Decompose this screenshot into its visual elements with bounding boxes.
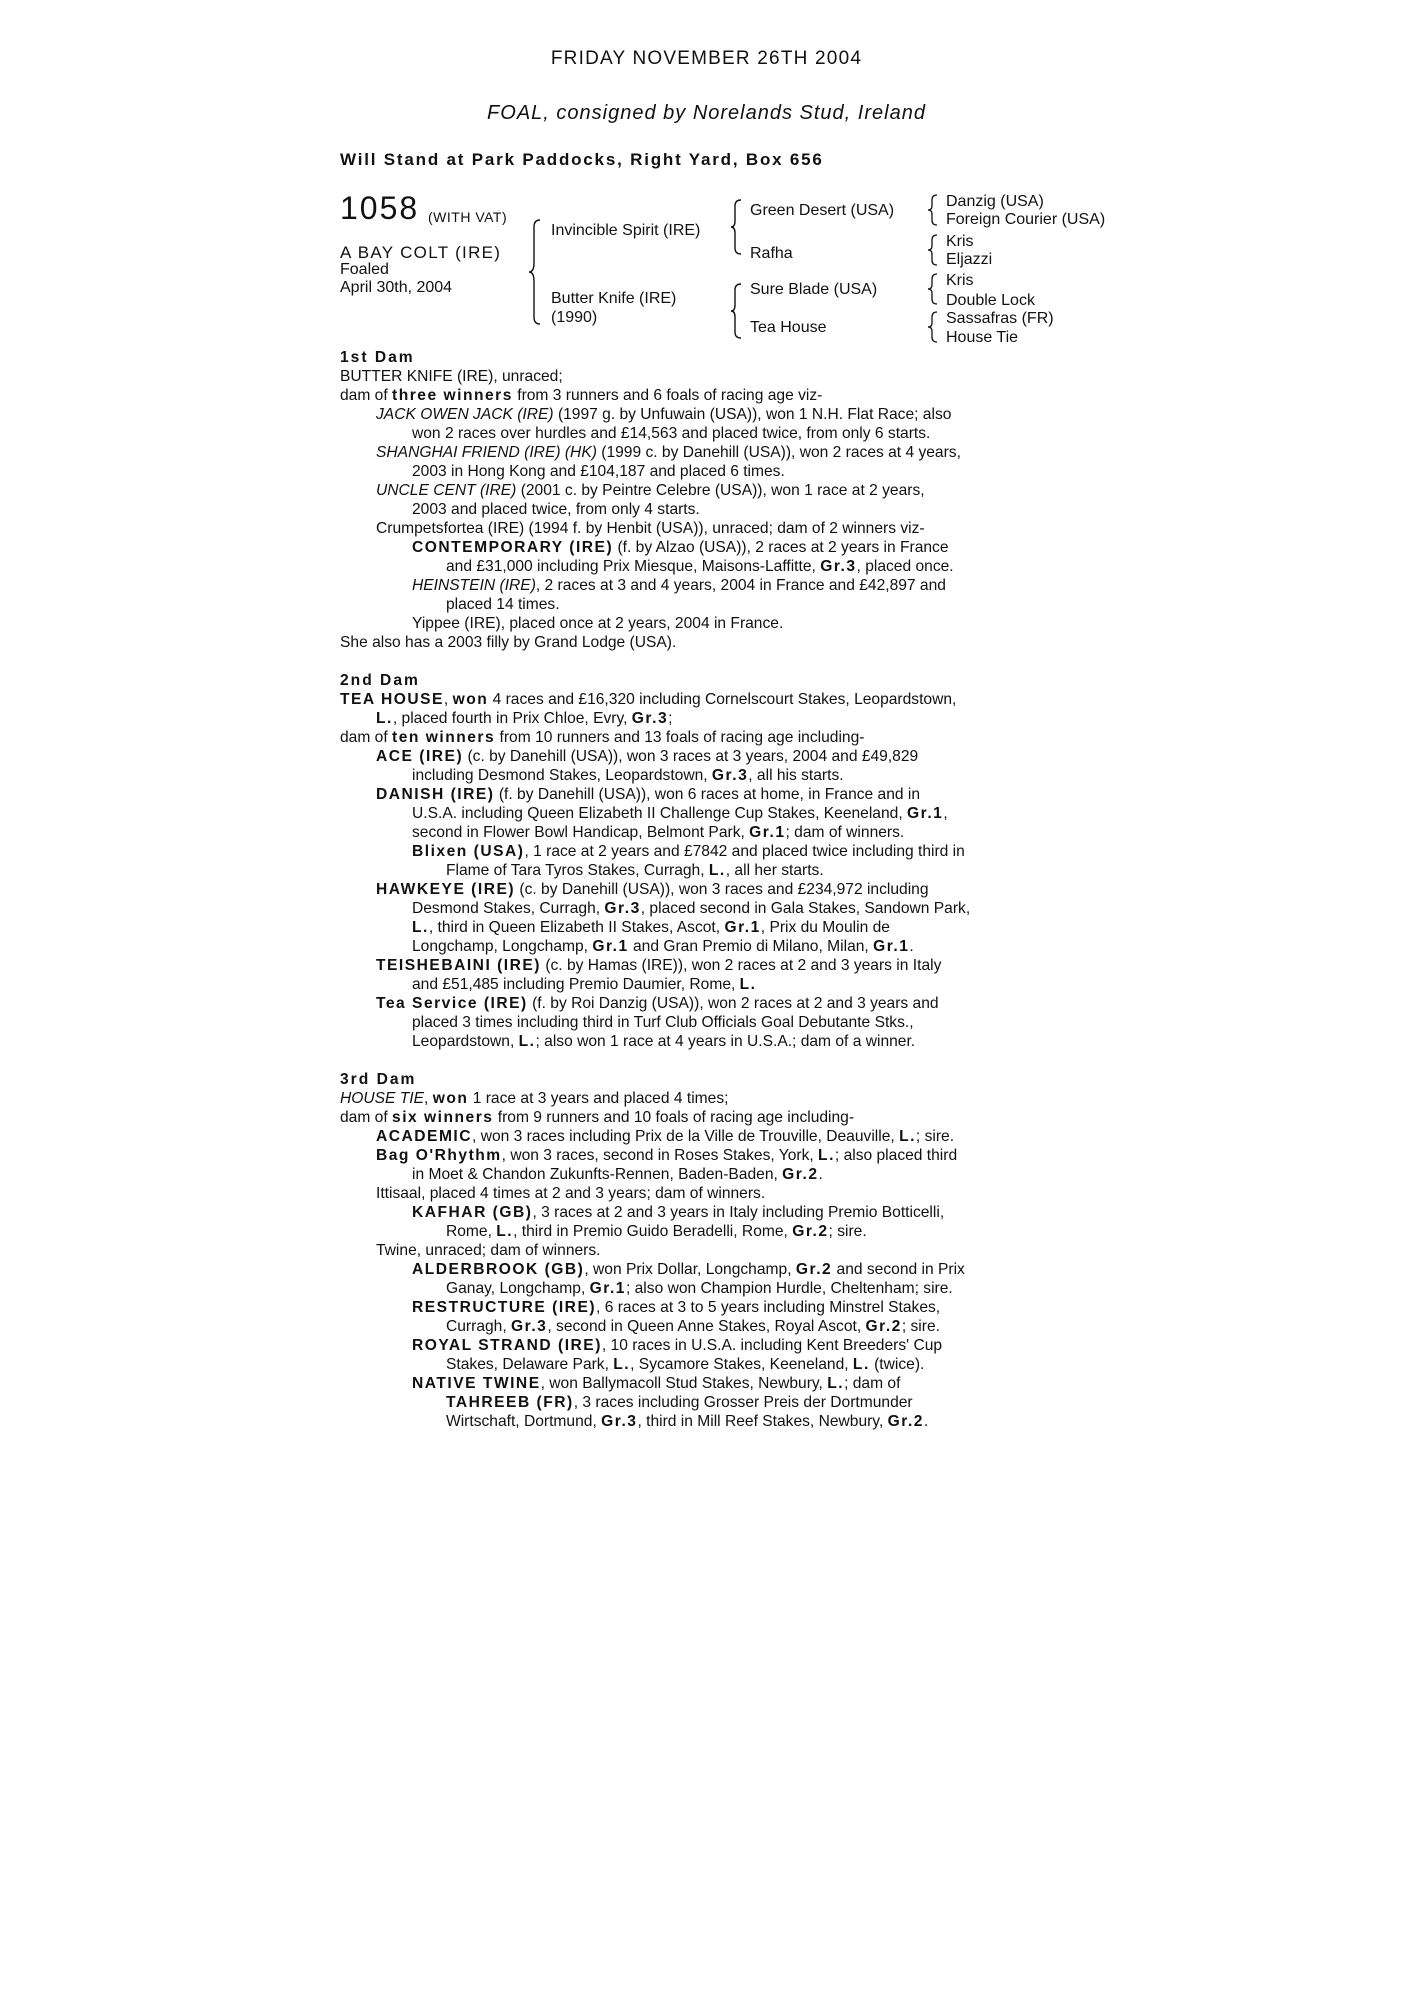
- record-text: BUTTER KNIFE (IRE), unraced;: [340, 368, 563, 385]
- pedigree-gg-sire-3: Kris: [946, 272, 974, 289]
- bold-text: Gr.2: [795, 1261, 833, 1278]
- lot-number: 1058: [340, 190, 420, 226]
- record-text: , 3 races including Grosser Preis der Dortmunder: [573, 1394, 913, 1411]
- section-spacer: [340, 652, 1075, 671]
- record-line: [340, 1032, 1075, 1051]
- record-line: [340, 823, 1075, 842]
- italic-text: SHANGHAI FRIEND (IRE) (HK): [376, 444, 597, 461]
- pedigree-gg-sire-2: Kris: [946, 233, 974, 250]
- record-line: [340, 956, 1075, 975]
- record-text: in Moet & Chandon Zukunfts-Rennen, Baden-Baden,: [412, 1166, 783, 1183]
- record-text: ; sire.: [828, 1223, 867, 1240]
- bold-text: L.: [852, 1356, 870, 1373]
- record-line: [340, 1222, 1075, 1241]
- bold-text: ROYAL STRAND (IRE): [412, 1337, 602, 1354]
- record-line: [340, 1393, 1075, 1412]
- record-line: [340, 614, 1075, 633]
- record-text: placed 14 times.: [446, 596, 560, 613]
- record-text: , 1 race at 2 years and £7842 and placed twice including third in: [524, 843, 965, 860]
- bold-text: RESTRUCTURE (IRE): [412, 1299, 597, 1316]
- record-text: second in Flower Bowl Handicap, Belmont Park,: [412, 824, 750, 841]
- record-text: (f. by Danehill (USA)), won 6 races at home, in France and in: [494, 786, 921, 803]
- record-line: [340, 709, 1075, 728]
- bold-text: Gr.3: [511, 1318, 548, 1335]
- record-line: [340, 1279, 1075, 1298]
- record-line: [340, 994, 1075, 1013]
- record-text: and second in Prix: [832, 1261, 965, 1278]
- record-line: [340, 918, 1075, 937]
- pedigree-dam-dam: Tea House: [750, 319, 827, 336]
- record-text: , won 3 races including Prix de la Ville de Trouville, Deauville,: [472, 1128, 900, 1145]
- bold-text: L.: [739, 976, 757, 993]
- record-text: ; dam of: [844, 1375, 901, 1392]
- record-text: , third in Queen Elizabeth II Stakes, Ascot,: [428, 919, 725, 936]
- record-text: Leopardstown,: [412, 1033, 519, 1050]
- bold-text: Gr.2: [792, 1223, 829, 1240]
- pedigree-gg-dam-3: Double Lock: [946, 292, 1035, 309]
- record-line: [340, 1317, 1075, 1336]
- record-text: Flame of Tara Tyros Stakes, Curragh,: [446, 862, 709, 879]
- italic-text: JACK OWEN JACK (IRE): [376, 406, 554, 423]
- bold-text: HAWKEYE (IRE): [376, 881, 516, 898]
- pedigree-gg-dam-2: Eljazzi: [946, 251, 993, 268]
- bold-text: TEISHEBAINI (IRE): [376, 957, 541, 974]
- bold-text: KAFHAR (GB): [412, 1204, 533, 1221]
- record-line: [340, 804, 1075, 823]
- record-text: Rome,: [446, 1223, 497, 1240]
- record-line: [340, 1089, 1075, 1108]
- stand-location: Will Stand at Park Paddocks, Right Yard, Box 656: [340, 150, 824, 169]
- record-line: [340, 519, 1075, 538]
- bold-text: Gr.1: [724, 919, 761, 936]
- bold-text: L.: [827, 1375, 845, 1392]
- pedigree-dam-year: (1990): [551, 309, 598, 326]
- record-line: [340, 1241, 1075, 1260]
- record-text: (f. by Roi Danzig (USA)), won 2 races at 2 and 3 years and: [527, 995, 939, 1012]
- record-text: ; also placed third: [834, 1147, 958, 1164]
- record-text: from 3 runners and 6 foals of racing age viz-: [512, 387, 823, 404]
- section-spacer: [340, 1051, 1075, 1070]
- record-text: , Sycamore Stakes, Keeneland,: [630, 1356, 853, 1373]
- record-text: Crumpetsfortea (IRE) (1994 f. by Henbit (USA)), unraced; dam of 2 winners viz-: [376, 520, 925, 537]
- section-heading: 1st Dam: [340, 349, 415, 366]
- record-text: , won Prix Dollar, Longchamp,: [584, 1261, 796, 1278]
- pedigree-brace-dam: [729, 282, 743, 340]
- record-line: [340, 899, 1075, 918]
- pedigree-brace-gg3: [927, 272, 939, 306]
- bold-text: three winners: [392, 387, 513, 404]
- record-text: ,: [443, 691, 453, 708]
- record-text: (twice).: [869, 1356, 925, 1373]
- record-text: Wirtschaft, Dortmund,: [446, 1413, 602, 1430]
- bold-text: Blixen (USA): [412, 843, 525, 860]
- record-line: [340, 1127, 1075, 1146]
- bold-text: Gr.2: [782, 1166, 819, 1183]
- bold-text: six winners: [392, 1109, 494, 1126]
- record-text: , placed once.: [856, 558, 954, 575]
- italic-text: HOUSE TIE: [340, 1090, 425, 1107]
- bold-text: Gr.1: [906, 805, 944, 822]
- record-line: [340, 728, 1075, 747]
- record-text: ,: [424, 1090, 433, 1107]
- bold-text: Bag O'Rhythm: [376, 1147, 502, 1164]
- record-line: [340, 367, 1075, 386]
- pedigree-gg-dam-4: House Tie: [946, 329, 1019, 346]
- record-line: [340, 462, 1075, 481]
- record-text: and Gran Premio di Milano, Milan,: [628, 938, 874, 955]
- record-line: [340, 861, 1075, 880]
- record-line: [340, 1336, 1075, 1355]
- record-line: [340, 842, 1075, 861]
- record-text: .: [818, 1166, 823, 1183]
- record-line: [340, 500, 1075, 519]
- record-text: placed 3 times including third in Turf Club Officials Goal Debutante Stks.,: [412, 1014, 914, 1031]
- record-text: and £51,485 including Premio Daumier, Rome,: [412, 976, 740, 993]
- bold-text: L.: [376, 710, 393, 727]
- sale-date-header: FRIDAY NOVEMBER 26TH 2004: [550, 48, 863, 69]
- record-text: Twine, unraced; dam of winners.: [376, 1242, 601, 1259]
- bold-text: CONTEMPORARY (IRE): [412, 539, 614, 556]
- record-line: [340, 1203, 1075, 1222]
- pedigree-brace-gg1: [927, 193, 939, 227]
- pedigree-sire-sire: Green Desert (USA): [750, 202, 895, 219]
- record-text: 2003 and placed twice, from only 4 starts.: [412, 501, 700, 518]
- record-text: ; sire.: [901, 1318, 940, 1335]
- pedigree-sire: Invincible Spirit (IRE): [551, 222, 701, 239]
- record-line: [340, 671, 1075, 690]
- record-text: (1999 c. by Danehill (USA)), won 2 races at 4 years,: [596, 444, 961, 461]
- pedigree-brace-sire: [729, 198, 743, 256]
- record-text: , Prix du Moulin de: [760, 919, 890, 936]
- record-text: , third in Premio Guido Beradelli, Rome,: [513, 1223, 793, 1240]
- bold-text: ACADEMIC: [376, 1128, 473, 1145]
- record-text: U.S.A. including Queen Elizabeth II Challenge Cup Stakes, Keeneland,: [412, 805, 907, 822]
- bold-text: Gr.2: [865, 1318, 902, 1335]
- record-text: dam of: [340, 387, 393, 404]
- record-text: (c. by Danehill (USA)), won 3 races and £234,972 including: [515, 881, 929, 898]
- record-text: , second in Queen Anne Stakes, Royal Ascot,: [547, 1318, 866, 1335]
- record-text: Desmond Stakes, Curragh,: [412, 900, 605, 917]
- record-text: (2001 c. by Peintre Celebre (USA)), won 1 race at 2 years,: [516, 482, 925, 499]
- consignor-line: FOAL, consigned by Norelands Stud, Ireland: [487, 102, 926, 124]
- record-line: [340, 348, 1075, 367]
- record-line: [340, 1070, 1075, 1089]
- bold-text: won: [432, 1090, 469, 1107]
- record-text: .: [923, 1413, 929, 1430]
- record-text: ,: [943, 805, 948, 822]
- foaled-label: Foaled: [340, 261, 389, 278]
- record-text: dam of: [340, 729, 393, 746]
- bold-text: DANISH (IRE): [376, 786, 495, 803]
- record-line: [340, 424, 1075, 443]
- record-text: , placed fourth in Prix Chloe, Evry,: [392, 710, 632, 727]
- record-text: (f. by Alzao (USA)), 2 races at 2 years in France: [613, 539, 949, 556]
- record-text: Ittisaal, placed 4 times at 2 and 3 years; dam of winners.: [376, 1185, 766, 1202]
- bold-text: L.: [708, 862, 726, 879]
- record-line: [340, 1355, 1075, 1374]
- pedigree-dam: Butter Knife (IRE): [551, 290, 677, 307]
- bold-text: ten winners: [392, 729, 496, 746]
- italic-text: HEINSTEIN (IRE): [412, 577, 536, 594]
- record-text: Curragh,: [446, 1318, 512, 1335]
- record-text: from 9 runners and 10 foals of racing age including-: [493, 1109, 855, 1126]
- record-text: including Desmond Stakes, Leopardstown,: [412, 767, 712, 784]
- section-heading: 3rd Dam: [340, 1071, 417, 1088]
- bold-text: Gr.1: [589, 1280, 626, 1297]
- bold-text: Gr.3: [631, 710, 669, 727]
- record-text: Stakes, Delaware Park,: [446, 1356, 614, 1373]
- record-text: 4 races and £16,320 including Cornelscourt Stakes, Leopardstown,: [488, 691, 957, 708]
- produce-record: [340, 348, 1075, 1431]
- bold-text: Gr.1: [749, 824, 786, 841]
- record-text: dam of: [340, 1109, 393, 1126]
- pedigree-gg-sire-1: Danzig (USA): [946, 193, 1044, 210]
- bold-text: ALDERBROOK (GB): [412, 1261, 585, 1278]
- bold-text: L.: [899, 1128, 916, 1145]
- record-text: won 2 races over hurdles and £14,563 and placed twice, from only 6 starts.: [412, 425, 931, 442]
- record-line: [340, 1412, 1075, 1431]
- record-line: [340, 1260, 1075, 1279]
- record-text: 2003 in Hong Kong and £104,187 and placed 6 times.: [412, 463, 785, 480]
- pedigree-brace-gg2: [927, 233, 939, 267]
- pedigree-brace-parents: [527, 218, 543, 326]
- record-text: ; also won Champion Hurdle, Cheltenham; sire.: [625, 1280, 953, 1297]
- section-heading: 2nd Dam: [340, 672, 420, 689]
- record-text: She also has a 2003 filly by Grand Lodge (USA).: [340, 634, 677, 651]
- record-text: ; dam of winners.: [785, 824, 905, 841]
- vat-note: (WITH VAT): [428, 209, 508, 225]
- pedigree-sire-dam: Rafha: [750, 245, 793, 262]
- bold-text: Tea Service (IRE): [376, 995, 528, 1012]
- record-line: [340, 1184, 1075, 1203]
- record-text: (1997 g. by Unfuwain (USA)), won 1 N.H. Flat Race; also: [553, 406, 952, 423]
- bold-text: L.: [496, 1223, 514, 1240]
- record-line: [340, 1146, 1075, 1165]
- pedigree-dam-sire: Sure Blade (USA): [750, 281, 878, 298]
- bold-text: Gr.3: [820, 558, 857, 575]
- record-line: [340, 1013, 1075, 1032]
- bold-text: Gr.3: [604, 900, 641, 917]
- pedigree-gg-dam-1: Foreign Courier (USA): [946, 211, 1106, 228]
- record-text: , all her starts.: [725, 862, 824, 879]
- bold-text: Gr.2: [887, 1413, 924, 1430]
- record-line: [340, 975, 1075, 994]
- bold-text: L.: [412, 919, 429, 936]
- bold-text: L.: [518, 1033, 536, 1050]
- record-text: , all his starts.: [748, 767, 844, 784]
- record-text: and £31,000 including Prix Miesque, Maisons-Laffitte,: [446, 558, 821, 575]
- record-text: , 6 races at 3 to 5 years including Minstrel Stakes,: [596, 1299, 941, 1316]
- record-line: [340, 595, 1075, 614]
- record-line: [340, 386, 1075, 405]
- lot-description: A BAY COLT (IRE): [340, 243, 502, 262]
- record-line: [340, 937, 1075, 956]
- record-text: , placed second in Gala Stakes, Sandown Park,: [640, 900, 971, 917]
- record-line: [340, 443, 1075, 462]
- record-text: Ganay, Longchamp,: [446, 1280, 590, 1297]
- record-line: [340, 538, 1075, 557]
- bold-text: Gr.1: [873, 938, 910, 955]
- record-text: from 10 runners and 13 foals of racing age including-: [495, 729, 865, 746]
- record-line: [340, 880, 1075, 899]
- bold-text: L.: [613, 1356, 631, 1373]
- record-text: , 3 races at 2 and 3 years in Italy including Premio Botticelli,: [532, 1204, 945, 1221]
- record-line: [340, 785, 1075, 804]
- record-text: , won Ballymacoll Stud Stakes, Newbury,: [540, 1375, 828, 1392]
- record-text: ; also won 1 race at 4 years in U.S.A.; dam of a winner.: [535, 1033, 916, 1050]
- record-line: [340, 766, 1075, 785]
- record-text: , 10 races in U.S.A. including Kent Breeders' Cup: [601, 1337, 943, 1354]
- record-text: Longchamp, Longchamp,: [412, 938, 593, 955]
- record-line: [340, 690, 1075, 709]
- record-line: [340, 633, 1075, 652]
- record-text: Yippee (IRE), placed once at 2 years, 2004 in France.: [412, 615, 784, 632]
- bold-text: TAHREEB (FR): [446, 1394, 574, 1411]
- record-text: (c. by Danehill (USA)), won 3 races at 3 years, 2004 and £49,829: [463, 748, 919, 765]
- record-line: [340, 557, 1075, 576]
- bold-text: Gr.3: [601, 1413, 638, 1430]
- record-text: 1 race at 3 years and placed 4 times;: [468, 1090, 729, 1107]
- record-text: .: [909, 938, 914, 955]
- record-line: [340, 1165, 1075, 1184]
- bold-text: ACE (IRE): [376, 748, 464, 765]
- bold-text: TEA HOUSE: [340, 691, 444, 708]
- record-line: [340, 481, 1075, 500]
- bold-text: Gr.1: [592, 938, 629, 955]
- record-text: , won 3 races, second in Roses Stakes, York,: [501, 1147, 819, 1164]
- record-line: [340, 405, 1075, 424]
- record-text: ;: [668, 710, 673, 727]
- bold-text: Gr.3: [711, 767, 749, 784]
- foaled-date: April 30th, 2004: [340, 279, 453, 296]
- bold-text: NATIVE TWINE: [412, 1375, 541, 1392]
- bold-text: L.: [818, 1147, 835, 1164]
- record-line: [340, 747, 1075, 766]
- pedigree-brace-gg4: [927, 310, 939, 344]
- record-line: [340, 1108, 1075, 1127]
- record-line: [340, 1298, 1075, 1317]
- record-text: ; sire.: [915, 1128, 955, 1145]
- bold-text: won: [452, 691, 489, 708]
- record-line: [340, 576, 1075, 595]
- record-text: (c. by Hamas (IRE)), won 2 races at 2 and 3 years in Italy: [540, 957, 942, 974]
- italic-text: UNCLE CENT (IRE): [376, 482, 517, 499]
- record-text: , 2 races at 3 and 4 years, 2004 in France and £42,897 and: [535, 577, 946, 594]
- pedigree-gg-sire-4: Sassafras (FR): [946, 310, 1054, 327]
- record-text: , third in Mill Reef Stakes, Newbury,: [637, 1413, 888, 1430]
- record-line: [340, 1374, 1075, 1393]
